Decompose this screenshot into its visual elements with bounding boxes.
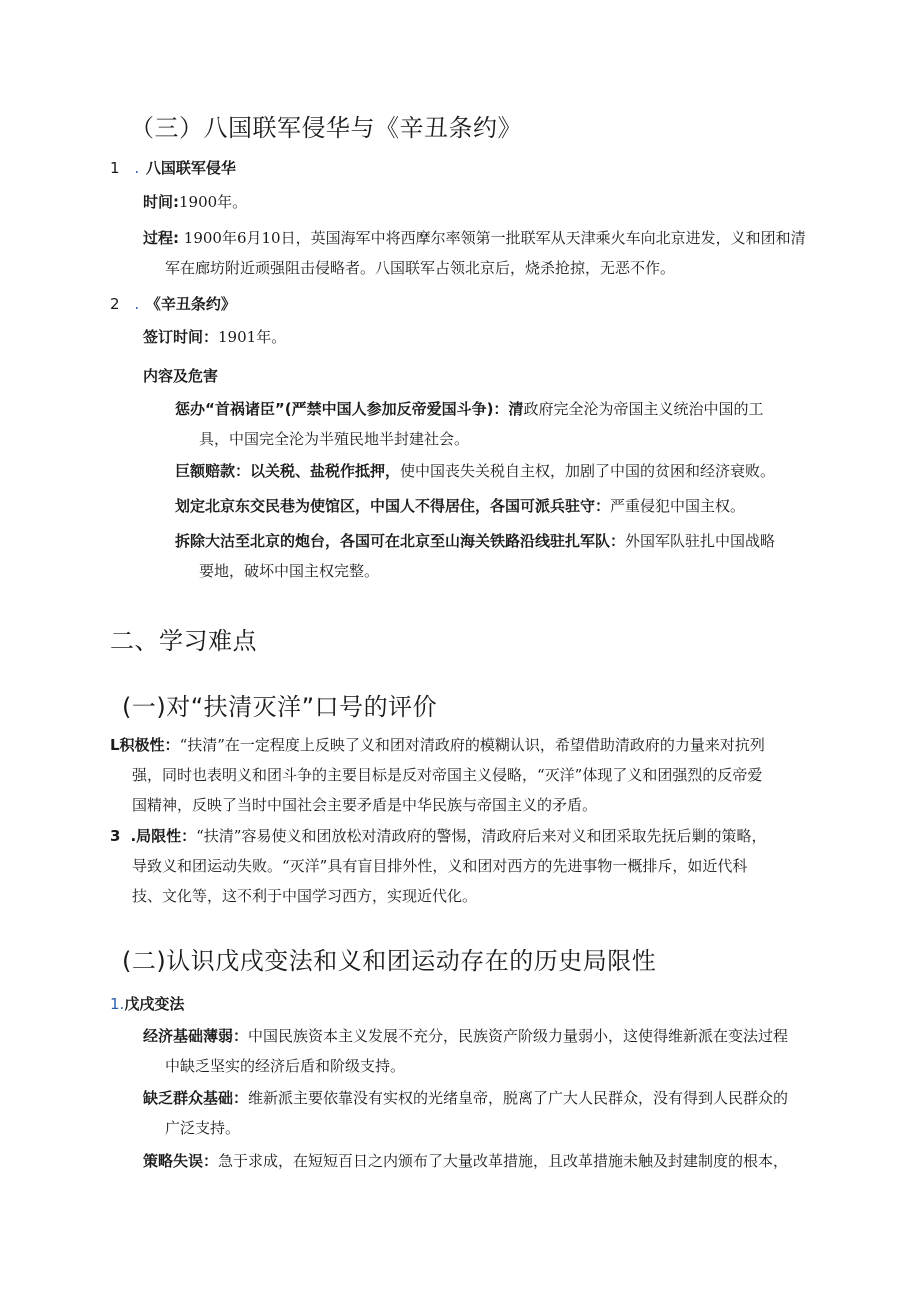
limitation-point-label: 经济基础薄弱： xyxy=(143,1027,249,1045)
treaty-point-text: 严重侵犯中国主权。 xyxy=(610,497,746,515)
limitation-point-text-2: 广泛支持。 xyxy=(165,1119,241,1137)
limitation-point xyxy=(143,1021,788,1081)
limitation-point-label: 策略失误： xyxy=(143,1152,219,1170)
time-label: 时间: xyxy=(143,193,179,211)
treaty-point-label: 惩办“首祸诸臣”(严禁中国人参加反帝爱国斗争)：清 xyxy=(175,400,524,418)
treaty-point xyxy=(175,394,763,454)
treaty-point xyxy=(175,456,775,486)
limitation-point-label: 缺乏群众基础： xyxy=(143,1089,249,1107)
limitation-point-text: 维新派主要依靠没有实权的光绪皇帝，脱离了广大人民群众，没有得到人民群众的 xyxy=(248,1089,789,1107)
limitation-label: .局限性： xyxy=(130,827,197,845)
positive-line-3: 国精神，反映了当时中国社会主要矛盾是中华民族与帝国主义的矛盾。 xyxy=(132,796,598,814)
item-number xyxy=(110,157,236,178)
treaty-point-text-2: 要地，破坏中国主权完整。 xyxy=(199,562,380,580)
limitation-number: 3 xyxy=(110,827,121,845)
limitation-point-text: 急于求成，在短短百日之内颁布了大量改革措施，且改革措施未触及封建制度的根本， xyxy=(218,1152,789,1170)
treaty-point-text-2: 具，中国完全沦为半殖民地半封建社会。 xyxy=(199,430,470,448)
limitation-point xyxy=(143,1146,788,1176)
process-label: 过程: xyxy=(143,229,179,247)
evaluation-paragraph xyxy=(110,730,765,820)
limitation-point-text: 中国民族资本主义发展不充分，民族资产阶级力量弱小，这使得维新派在变法过程 xyxy=(248,1027,789,1045)
treaty-point-text: 外国军队驻扎中国战略 xyxy=(625,532,776,550)
process-line-1: 1900年6月10日，英国海军中将西摩尔率领第一批联军从天津乘火车向北京进发，义和团和清 xyxy=(183,229,806,247)
sign-time-line xyxy=(143,322,286,352)
item-number-digit: 2 xyxy=(110,295,120,313)
item-title: 八国联军侵华 xyxy=(145,159,236,177)
limitation-line-2: 导致义和团运动失败。“灭洋”具有盲目排外性，义和团对西方的先进事物一概排斥，如近代科 xyxy=(132,857,748,875)
treaty-point xyxy=(175,526,775,586)
sign-label: 签订时间： xyxy=(143,328,219,346)
evaluation-paragraph xyxy=(110,821,766,911)
treaty-point xyxy=(175,491,745,521)
treaty-point-text: 政府完全沦为帝国主义统治中国的工 xyxy=(523,400,764,418)
sign-value: 1901年。 xyxy=(218,328,287,346)
item-number-dot: . xyxy=(134,295,140,313)
process-line-2: 军在廊坊附近顽强阻击侵略者。八国联军占领北京后，烧杀抢掠，无恶不作。 xyxy=(165,259,676,277)
time-value: 1900年。 xyxy=(179,193,248,211)
positive-label: L积极性： xyxy=(110,736,180,754)
item-number-digit: 1 xyxy=(110,159,120,177)
treaty-point-text: 使中国丧失关税自主权，加剧了中国的贫困和经济衰败。 xyxy=(400,462,776,480)
item-title: 《辛丑条约》 xyxy=(145,295,236,313)
item-number xyxy=(110,993,184,1014)
time-line xyxy=(143,187,247,217)
process-paragraph xyxy=(143,223,806,283)
treaty-point-label: 划定北京东交民巷为使馆区，中国人不得居住，各国可派兵驻守： xyxy=(175,497,611,515)
limitation-line-3: 技、文化等，这不利于中国学习西方，实现近代化。 xyxy=(132,887,478,905)
content-title: 内容及危害 xyxy=(143,367,219,385)
positive-line-2: 强，同时也表明义和团斗争的主要目标是反对帝国主义侵略，“灭洋”体现了义和团强烈的反帝爱 xyxy=(132,766,763,784)
limitation-line-1: “扶清”容易使义和团放松对清政府的警惕，清政府后来对义和团采取先抚后剿的策略， xyxy=(196,827,767,845)
item-number xyxy=(110,293,236,314)
treaty-point-label: 拆除大沽至北京的炮台，各国可在北京至山海关铁路沿线驻扎军队： xyxy=(175,532,626,550)
item-number-digit: 1. xyxy=(110,995,125,1013)
section-heading: （三）八国联军侵华与《辛丑条约》 xyxy=(130,114,522,142)
treaty-point-label: 巨额赔款：以关税、盐税作抵押， xyxy=(175,462,401,480)
section-heading: 二、学习难点 xyxy=(110,627,257,655)
item-title: 戊戌变法 xyxy=(124,995,185,1013)
limitation-point xyxy=(143,1083,788,1143)
positive-line-1: “扶清”在一定程度上反映了义和团对清政府的模糊认识，希望借助清政府的力量来对抗列 xyxy=(179,736,765,754)
limitation-point-text-2: 中缺乏坚实的经济后盾和阶级支持。 xyxy=(165,1057,406,1075)
item-number-dot: . xyxy=(134,159,140,177)
subsection-heading: (二)认识戊戌变法和义和团运动存在的历史局限性 xyxy=(122,947,657,975)
subsection-heading: (一)对“扶清灭洋”口号的评价 xyxy=(122,693,438,721)
